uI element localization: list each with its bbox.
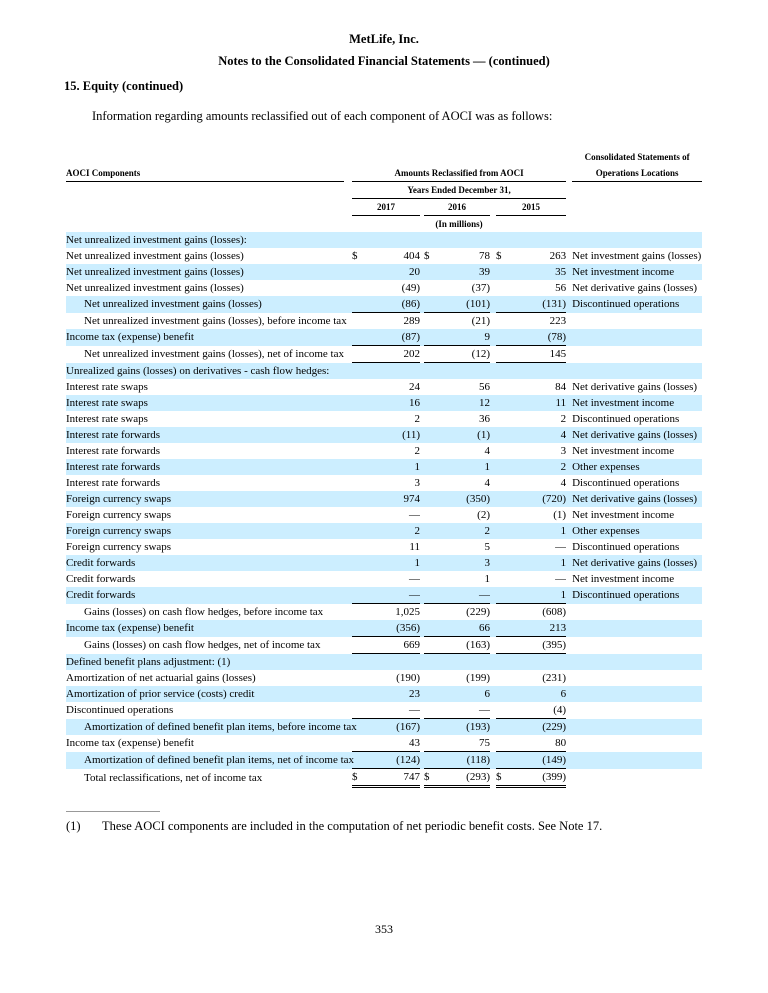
- value-2015: 11: [555, 397, 567, 409]
- row-location: [572, 735, 702, 752]
- value-2017: —: [366, 702, 420, 719]
- units-label: (In millions): [435, 219, 483, 229]
- value-2015: (149): [510, 752, 566, 769]
- table-row: [66, 280, 702, 296]
- row-label: Net unrealized investment gains (losses), net of income tax: [84, 348, 344, 360]
- value-2016: (101): [438, 296, 490, 313]
- value-2016: (229): [466, 606, 490, 618]
- value-2016: (21): [471, 315, 490, 327]
- aoci-reclassification-table: [66, 149, 702, 788]
- value-2016: (293): [438, 769, 490, 787]
- row-location: Net investment income: [572, 397, 675, 409]
- value-2017: 3: [414, 477, 420, 489]
- page-number: 353: [375, 922, 393, 936]
- year-column-2017: 2017: [352, 199, 420, 216]
- value-2015: 80: [510, 735, 566, 752]
- value-2017: (124): [366, 752, 420, 769]
- row-location: Other expenses: [572, 461, 640, 473]
- dollar-sign: $: [424, 769, 438, 787]
- row-label: Credit forwards: [66, 573, 136, 585]
- value-2016: 1: [484, 461, 490, 473]
- value-2017: 974: [403, 493, 420, 505]
- value-2016: (199): [466, 672, 490, 684]
- dollar-sign: $: [352, 250, 358, 262]
- table-row: [66, 411, 702, 427]
- row-location: Net investment income: [572, 509, 675, 521]
- row-label: Interest rate forwards: [66, 429, 161, 441]
- row-label: Amortization of prior service (costs) credit: [66, 688, 255, 700]
- footnote-marker: (1): [66, 819, 81, 833]
- row-location: [572, 313, 702, 330]
- value-2016: (163): [438, 637, 490, 654]
- section-label: Defined benefit plans adjustment: (1): [66, 656, 231, 668]
- row-label: Credit forwards: [66, 589, 136, 602]
- header-row-years: [66, 199, 702, 216]
- value-2016: 9: [438, 329, 490, 346]
- value-2017: —: [366, 587, 420, 604]
- section-header-row: [66, 654, 702, 671]
- table-row: [66, 604, 702, 621]
- value-2015: (131): [510, 296, 566, 313]
- table-row: [66, 264, 702, 280]
- table-row: [66, 539, 702, 555]
- table-row: [66, 313, 702, 330]
- table-row: [66, 752, 702, 769]
- table-row: [66, 248, 702, 264]
- row-label: Credit forwards: [66, 557, 136, 569]
- value-2015: 2: [560, 413, 567, 425]
- row-location: Discontinued operations: [572, 413, 680, 425]
- row-label: Interest rate swaps: [66, 381, 148, 393]
- table-row: [66, 427, 702, 443]
- value-2017: —: [409, 509, 420, 521]
- value-2017: 404: [403, 250, 420, 262]
- row-location: [572, 637, 702, 654]
- row-label: Net unrealized investment gains (losses): [66, 250, 244, 262]
- row-label: Interest rate swaps: [66, 397, 148, 409]
- dollar-sign: $: [496, 769, 510, 787]
- row-label: Amortization of net actuarial gains (losses): [66, 672, 256, 684]
- value-2017: 24: [409, 381, 420, 393]
- value-2015: 84: [555, 381, 567, 393]
- value-2017: 747: [366, 769, 420, 787]
- row-label: Interest rate forwards: [66, 461, 161, 473]
- row-label: Gains (losses) on cash flow hedges, net of income tax: [84, 639, 321, 651]
- value-2015: 35: [555, 266, 567, 278]
- footnote-text: These AOCI components are included in the computation of net periodic benefit costs. See Note 17.: [102, 819, 603, 833]
- value-2015: 4: [560, 429, 567, 441]
- value-2016: 75: [438, 735, 490, 752]
- table-row: [66, 769, 702, 787]
- table-row: [66, 719, 702, 736]
- value-2015: 6: [560, 688, 567, 700]
- value-2015: 213: [510, 620, 566, 637]
- row-label: Amortization of defined benefit plan items, before income tax: [84, 720, 357, 733]
- table-row: [66, 620, 702, 637]
- value-2017: 289: [403, 315, 420, 327]
- value-2017: (167): [396, 721, 420, 733]
- section-heading: 15. Equity (continued): [64, 79, 184, 93]
- row-location: Discontinued operations: [572, 298, 680, 311]
- value-2015: 263: [549, 250, 567, 262]
- dollar-sign: $: [352, 769, 366, 787]
- row-location: Discontinued operations: [572, 589, 680, 602]
- row-location: [572, 702, 702, 719]
- value-2016: 36: [479, 413, 490, 425]
- table-body: [66, 232, 702, 787]
- value-2015: (231): [542, 672, 567, 684]
- value-2015: —: [555, 541, 567, 553]
- row-label: Gains (losses) on cash flow hedges, before income tax: [84, 605, 324, 618]
- value-2017: 1,025: [395, 606, 420, 618]
- row-label: Interest rate forwards: [66, 477, 161, 489]
- header-row-units: [66, 216, 702, 233]
- table-row: [66, 523, 702, 539]
- value-2017: (87): [366, 329, 420, 346]
- value-2015: 3: [560, 445, 567, 457]
- table-row: [66, 443, 702, 459]
- value-2016: (12): [438, 346, 490, 363]
- value-2015: (608): [542, 606, 567, 618]
- row-location: Net investment income: [572, 266, 675, 278]
- value-2016: (37): [471, 282, 490, 294]
- table-row: [66, 670, 702, 686]
- section-header-row: [66, 363, 702, 380]
- value-2016: 2: [484, 525, 490, 537]
- value-2016: (118): [438, 752, 490, 769]
- value-2017: 11: [409, 541, 420, 553]
- value-2015: 223: [549, 315, 567, 327]
- row-location: Other expenses: [572, 525, 640, 537]
- row-label: Foreign currency swaps: [66, 541, 172, 553]
- row-label: Interest rate forwards: [66, 445, 161, 457]
- value-2016: (350): [466, 493, 490, 505]
- value-2016: 78: [479, 250, 490, 262]
- section-label: Unrealized gains (losses) on derivatives - cash flow hedges:: [66, 365, 330, 377]
- value-2015: (399): [510, 769, 566, 787]
- row-label: Net unrealized investment gains (losses): [66, 282, 244, 294]
- row-location: [572, 670, 702, 686]
- value-2015: —: [555, 573, 567, 585]
- row-location: [572, 604, 702, 621]
- row-location: [572, 752, 702, 769]
- row-label: Amortization of defined benefit plan items, net of income tax: [84, 754, 355, 766]
- value-2017: (11): [402, 429, 420, 441]
- table-row: [66, 507, 702, 523]
- value-2016: —: [438, 702, 490, 719]
- value-2015: 4: [560, 477, 567, 489]
- footnote-divider: [66, 811, 160, 812]
- row-location: Net derivative gains (losses): [572, 429, 698, 441]
- row-location: Discontinued operations: [572, 541, 680, 553]
- table-row: [66, 702, 702, 719]
- row-location: [572, 329, 702, 346]
- value-2015: 2: [560, 461, 567, 473]
- value-2016: 12: [479, 397, 490, 409]
- row-label: Income tax (expense) benefit: [66, 331, 194, 344]
- dollar-sign: $: [496, 250, 502, 262]
- value-2015: 56: [555, 282, 567, 294]
- value-2015: (229): [542, 721, 567, 733]
- row-location: [572, 686, 702, 702]
- row-location: [572, 719, 702, 736]
- value-2017: 43: [366, 735, 420, 752]
- value-2016: (1): [477, 429, 490, 441]
- footnote: [66, 819, 702, 834]
- value-2016: (2): [477, 509, 490, 521]
- table-row: [66, 571, 702, 587]
- row-location: [572, 346, 702, 363]
- value-2016: 3: [484, 557, 490, 569]
- value-2015: (4): [510, 702, 566, 719]
- table-row: [66, 346, 702, 363]
- value-2017: (356): [366, 620, 420, 637]
- value-2016: 5: [484, 541, 490, 553]
- row-location: [572, 769, 702, 787]
- value-2017: 20: [409, 266, 420, 278]
- col-header-aoci-components: AOCI Components: [66, 149, 344, 182]
- row-label: Foreign currency swaps: [66, 525, 172, 537]
- table-row: [66, 587, 702, 604]
- value-2015: 1: [560, 557, 567, 569]
- row-location: Net derivative gains (losses): [572, 381, 698, 393]
- value-2017: (86): [366, 296, 420, 313]
- value-2015: (720): [542, 493, 567, 505]
- table-row: [66, 491, 702, 507]
- table-row: [66, 296, 702, 313]
- row-label: Discontinued operations: [66, 704, 174, 717]
- value-2017: 669: [366, 637, 420, 654]
- col-header-operations-locations: Consolidated Statements of Operations Locations: [572, 149, 702, 182]
- row-label: Net unrealized investment gains (losses), before income tax: [84, 314, 347, 327]
- col-header-amounts-reclassified: Amounts Reclassified from AOCI: [352, 149, 566, 182]
- header-row-groups: [66, 149, 702, 182]
- row-location: Discontinued operations: [572, 477, 680, 489]
- value-2016: (193): [466, 721, 490, 733]
- row-label: Foreign currency swaps: [66, 493, 172, 505]
- row-label: Income tax (expense) benefit: [66, 737, 194, 750]
- row-location: Net derivative gains (losses): [572, 557, 698, 569]
- table-row: [66, 379, 702, 395]
- dollar-sign: $: [424, 250, 430, 262]
- value-2016: 56: [479, 381, 490, 393]
- value-2017: 1: [414, 557, 420, 569]
- table-row: [66, 475, 702, 491]
- row-label: Foreign currency swaps: [66, 509, 172, 521]
- value-2015: 145: [510, 346, 566, 363]
- value-2017: 202: [366, 346, 420, 363]
- year-column-2015: 2015: [496, 199, 566, 216]
- row-location: Net derivative gains (losses): [572, 282, 698, 294]
- value-2017: (190): [396, 672, 420, 684]
- value-2016: 1: [484, 573, 490, 585]
- row-location: Net investment income: [572, 445, 675, 457]
- table-row: [66, 735, 702, 752]
- value-2017: 2: [414, 525, 420, 537]
- value-2016: 39: [479, 266, 490, 278]
- year-column-2016: 2016: [424, 199, 490, 216]
- value-2016: 4: [484, 445, 490, 457]
- company-title: MetLife, Inc.: [349, 32, 419, 46]
- value-2016: 4: [484, 477, 490, 489]
- notes-subtitle: Notes to the Consolidated Financial Statements — (continued): [218, 54, 550, 68]
- value-2017: —: [409, 573, 420, 585]
- row-label: Net unrealized investment gains (losses): [66, 266, 244, 278]
- table-header: [66, 149, 702, 232]
- intro-paragraph: Information regarding amounts reclassified out of each component of AOCI was as follows:: [92, 109, 553, 123]
- row-label: Net unrealized investment gains (losses): [84, 298, 262, 311]
- row-label: Total reclassifications, net of income tax: [84, 771, 263, 784]
- row-location: Net investment gains (losses): [572, 250, 702, 262]
- value-2016: —: [438, 587, 490, 604]
- header-row-years-caption: [66, 182, 702, 199]
- value-2017: 23: [409, 688, 420, 700]
- value-2017: 1: [414, 461, 420, 473]
- row-location: [572, 620, 702, 637]
- row-label: Income tax (expense) benefit: [66, 622, 194, 635]
- value-2015: (78): [510, 329, 566, 346]
- row-location: Net investment income: [572, 573, 675, 585]
- table-row: [66, 637, 702, 654]
- value-2017: 2: [414, 413, 420, 425]
- value-2015: (395): [510, 637, 566, 654]
- row-label: Interest rate swaps: [66, 413, 148, 425]
- table-row: [66, 686, 702, 702]
- value-2017: (49): [401, 282, 420, 294]
- value-2017: 16: [409, 397, 420, 409]
- row-location: Net derivative gains (losses): [572, 493, 698, 505]
- table-row: [66, 459, 702, 475]
- value-2015: (1): [553, 509, 567, 521]
- value-2015: 1: [560, 525, 567, 537]
- table-row: [66, 555, 702, 571]
- value-2016: 66: [438, 620, 490, 637]
- value-2016: 6: [484, 688, 490, 700]
- value-2017: 2: [414, 445, 420, 457]
- section-header-row: [66, 232, 702, 248]
- table-row: [66, 329, 702, 346]
- table-row: [66, 395, 702, 411]
- value-2015: 1: [510, 587, 566, 604]
- years-ended-caption: Years Ended December 31,: [352, 182, 566, 199]
- section-label: Net unrealized investment gains (losses):: [66, 234, 247, 246]
